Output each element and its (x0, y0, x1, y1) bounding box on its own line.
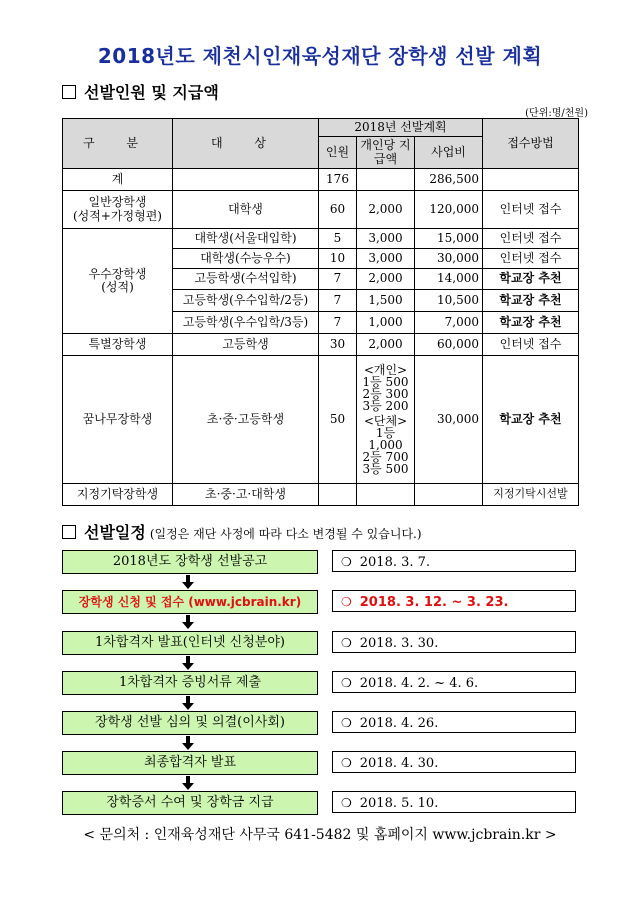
cell-empty (357, 484, 415, 506)
cell-general-label: 일반장학생 (성적+가정형편) (63, 191, 173, 229)
cell-method: 인터넷 접수 (483, 229, 579, 249)
cell-special-label: 특별장학생 (63, 334, 173, 356)
schedule-step: 최종합격자 발표 (62, 751, 318, 775)
header-budget: 사업비 (415, 137, 483, 169)
cell-empty (319, 484, 357, 506)
cell-method: 학교장 추천 (483, 269, 579, 290)
cell-budget: 7,000 (415, 312, 483, 334)
cell-target: 대학생(수능우수) (173, 249, 319, 269)
header-count: 인원 (319, 137, 357, 169)
cell-method: 인터넷 접수 (483, 249, 579, 269)
cell-general-target: 대학생 (173, 191, 319, 229)
cell-empty (415, 484, 483, 506)
cell-amount: 3,000 (357, 229, 415, 249)
section-heading-allocation (62, 80, 219, 103)
cell-special-amount: 2,000 (357, 334, 415, 356)
cell-special-count: 30 (319, 334, 357, 356)
schedule-row (62, 590, 578, 614)
cell-budget: 14,000 (415, 269, 483, 290)
cell-budget: 10,500 (415, 290, 483, 312)
cell-count: 10 (319, 249, 357, 269)
schedule-row (62, 631, 578, 655)
table-row-designated (63, 484, 579, 506)
schedule-step: 1차합격자 발표(인터넷 신청분야) (62, 631, 318, 655)
section-heading-text: 선발인원 및 지급액 (84, 83, 219, 102)
cell-count: 5 (319, 229, 357, 249)
cell-budget: 30,000 (415, 249, 483, 269)
cell-designated-label: 지정기탁장학생 (63, 484, 173, 506)
schedule-row (62, 671, 578, 695)
cell-dream-label: 꿈나무장학생 (63, 356, 173, 484)
schedule-date: ❍ 2018. 3. 30. (332, 631, 576, 653)
cell-amount: 2,000 (357, 269, 415, 290)
schedule-row (62, 791, 578, 815)
cell-empty (173, 169, 319, 191)
cell-target: 고등학생(우수입학/3등) (173, 312, 319, 334)
header-category: 구 분 (63, 119, 173, 169)
schedule-step: 장학증서 수여 및 장학금 지급 (62, 791, 318, 815)
circle-bullet-icon: ❍ (341, 595, 352, 609)
schedule-date: ❍ 2018. 5. 10. (332, 791, 576, 813)
cell-method: 학교장 추천 (483, 312, 579, 334)
cell-special-target: 고등학생 (173, 334, 319, 356)
schedule-step: 1차합격자 증빙서류 제출 (62, 671, 318, 695)
cell-general-method: 인터넷 접수 (483, 191, 579, 229)
circle-bullet-icon: ❍ (341, 796, 352, 810)
schedule-step: 장학생 선발 심의 및 의결(이사회) (62, 711, 318, 735)
schedule-date: ❍ 2018. 4. 30. (332, 751, 576, 773)
schedule-note: (일정은 재단 사정에 따라 다소 변경될 수 있습니다.) (149, 527, 422, 541)
arrow-down-icon (182, 776, 194, 790)
arrow-down-icon (182, 696, 194, 710)
table-row-special (63, 334, 579, 356)
schedule-step: 2018년도 장학생 선발공고 (62, 550, 318, 574)
header-plan-group: 2018년 선발계획 (319, 119, 483, 137)
schedule-step: 장학생 신청 및 접수 (www.jcbrain.kr) (62, 590, 318, 614)
cell-designated-method: 지정기탁시선발 (483, 484, 579, 506)
cell-target: 대학생(서울대입학) (173, 229, 319, 249)
cell-general-count: 60 (319, 191, 357, 229)
circle-bullet-icon: ❍ (341, 636, 352, 650)
arrow-down-icon (182, 736, 194, 750)
cell-total-label: 계 (63, 169, 173, 191)
cell-total-budget: 286,500 (415, 169, 483, 191)
cell-general-budget: 120,000 (415, 191, 483, 229)
cell-empty (483, 169, 579, 191)
arrow-down-icon (182, 615, 194, 629)
table-row-dream (63, 356, 579, 484)
cell-dream-target: 초·중·고등학생 (173, 356, 319, 484)
checkbox-square-icon (62, 525, 76, 539)
cell-count: 7 (319, 269, 357, 290)
schedule-date: ❍ 2018. 4. 26. (332, 711, 576, 733)
section-heading-schedule (62, 520, 422, 543)
header-method: 접수방법 (483, 119, 579, 169)
circle-bullet-icon: ❍ (341, 555, 352, 569)
cell-empty (357, 169, 415, 191)
circle-bullet-icon: ❍ (341, 676, 352, 690)
unit-note: (단위:명/천원) (525, 108, 588, 119)
page-title: 2018년도 제천시인재육성재단 장학생 선발 계획 (97, 44, 543, 68)
checkbox-square-icon (62, 85, 76, 99)
table-row-general (63, 191, 579, 229)
allocation-table (62, 118, 579, 506)
cell-special-budget: 60,000 (415, 334, 483, 356)
table-row-total (63, 169, 579, 191)
cell-count: 7 (319, 290, 357, 312)
schedule-date: ❍ 2018. 3. 7. (332, 550, 576, 572)
cell-total-count: 176 (319, 169, 357, 191)
cell-excellent-label: 우수장학생 (성적) (63, 229, 173, 334)
header-amount: 개인당 지급액 (357, 137, 415, 169)
cell-method: 학교장 추천 (483, 290, 579, 312)
cell-target: 고등학생(수석입학) (173, 269, 319, 290)
section-heading-text: 선발일정 (84, 523, 146, 542)
cell-amount: 1,000 (357, 312, 415, 334)
circle-bullet-icon: ❍ (341, 716, 352, 730)
cell-target: 고등학생(우수입학/2등) (173, 290, 319, 312)
cell-count: 7 (319, 312, 357, 334)
circle-bullet-icon: ❍ (341, 756, 352, 770)
table-row-excellent (63, 229, 579, 249)
arrow-down-icon (182, 575, 194, 589)
cell-budget: 15,000 (415, 229, 483, 249)
contact-info: < 문의처 : 인재육성재단 사무국 641-5482 및 홈페이지 www.jcbrain.kr > (83, 827, 557, 843)
cell-designated-target: 초·중·고·대학생 (173, 484, 319, 506)
cell-special-method: 인터넷 접수 (483, 334, 579, 356)
header-target: 대 상 (173, 119, 319, 169)
cell-general-amount: 2,000 (357, 191, 415, 229)
schedule-row (62, 550, 578, 574)
arrow-down-icon (182, 656, 194, 670)
cell-dream-method: 학교장 추천 (483, 356, 579, 484)
schedule-date: ❍ 2018. 3. 12. ~ 3. 23. (332, 590, 576, 612)
cell-dream-budget: 30,000 (415, 356, 483, 484)
cell-amount: 1,500 (357, 290, 415, 312)
schedule-row (62, 751, 578, 775)
cell-dream-count: 50 (319, 356, 357, 484)
cell-amount: 3,000 (357, 249, 415, 269)
schedule-date: ❍ 2018. 4. 2. ~ 4. 6. (332, 671, 576, 693)
cell-dream-amount: <개인> 1등 500 2등 300 3등 200 <단체> 1등1,000 2등 700 3등 500 (357, 356, 415, 484)
schedule-row (62, 711, 578, 735)
